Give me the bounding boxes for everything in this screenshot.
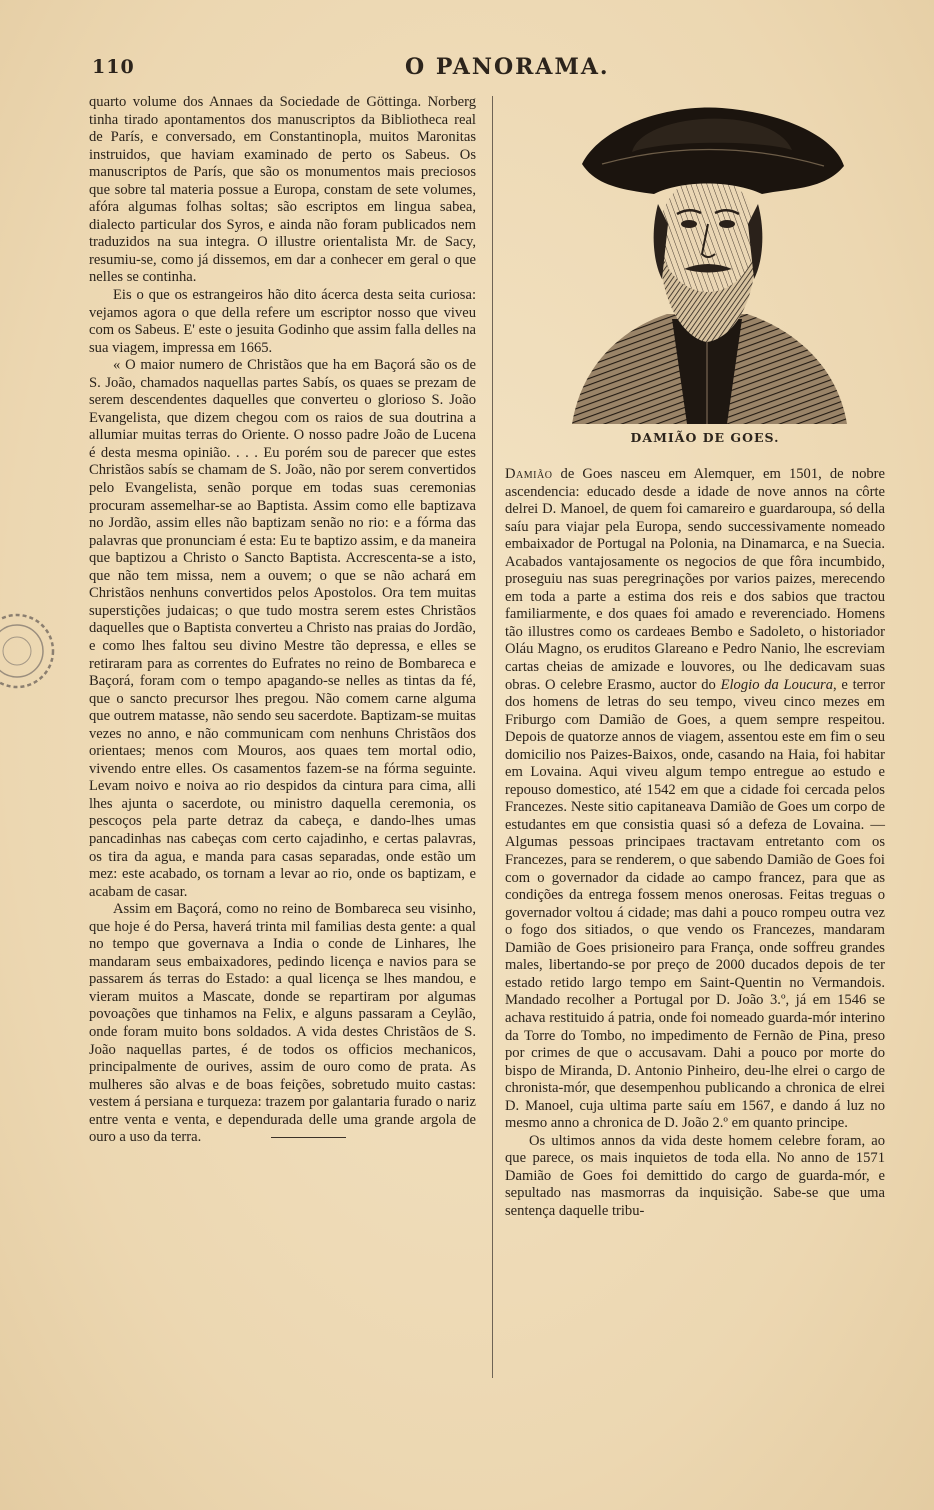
book-title: Elogio da Loucura [720, 676, 833, 693]
paragraph: quarto volume dos Annaes da Sociedade de Göttinga. Norberg tinha tirado apontamentos dos manuscriptos da Bibliotheca real de París, e conversado, em Constantinopla, muitos Maronitas instruidos, que haviam examinado de perto os Sabeus. Os manuscriptos de París, que são os monumentos mais preciosos que sobre tal materia possue a Europa, constam de sete volumes, afóra algumas folhas soltas; são escriptos em lingua sabea, dialecto particular dos Syros, e ainda não foram publicados nem traduzidos na sua integra. O illustre orientalista Mr. de Sacy, resumiu-se, como já dissemos, em dar a conhecer em geral o que nelles se continha. [89, 94, 476, 286]
paragraph-text: Assim em Baçorá, como no reino de Bombareca seu visinho, que hoje é do Persa, haverá trinta mil familias desta gente: a qual no tempo que governava a India o conde de Linhares, lhe mandaram seus embaixadores, pedindo licença e navios para se passarem ás terras do Estado: a qual licença se lhes mandou, e vieram muitos a Mascate, donde se repartiram por algumas povoações que tinhamos na Felix, e alguns passaram a Ceylão, onde foram muito bons soldados. A vida destes Christãos de S. João naquellas partes, é de todos os officios mechanicos, principalmente de ourives, assim de ouro como de prata. As mulheres são alvas e de boas feições, sobretudo muito castas: vestem á persiana e turqueza: trazem por galantaria furado o nariz entre venta e venta, e dependurada delle uma grande argola de ouro a uso da terra. [89, 901, 476, 1146]
page-header [80, 54, 900, 84]
paragraph: Eis o que os estrangeiros hão dito ácerca desta seita curiosa: vejamos agora o que della refere um escriptor nosso que viveu com os Sabeus. E' este o jesuita Godinho que assim falla delles na sua viagem, impressa em 1665. [89, 287, 476, 356]
column-divider [492, 96, 493, 1378]
page-number: 110 [92, 56, 135, 78]
journal-title: O PANORAMA. [405, 54, 610, 80]
paragraph [89, 901, 476, 1147]
paragraph-text: de Goes nasceu em Alemquer, em 1501, de nobre ascendencia: educado desde a idade de nove annos na côrte delrei D. Manoel, de quem foi camareiro e guardaroupa, só della saíu para viajar pela Europa, sendo successivamente nomeado embaixador de Portugal na Polonia, na Dinamarca, e na Suecia. Acabados vantajosamente os negocios de que fôra incumbido, proseguiu nas suas peregrinações por varios paizes, merecendo em toda a parte a estima dos reis e dos sabios que tractou familiarmente, e dos quaes foi amado e reverenciado. Homens tão illustres como os cardeaes Bembo e Sadoleto, o historiador Oláu Magno, os eruditos Glareano e Pedro Nanio, lhe escreviam cartas cheias de amizade e louvores, ou lhe dedicavam suas obras. O celebre Erasmo, auctor do [505, 466, 885, 693]
library-stamp [0, 606, 62, 696]
lead-word: Damião [505, 466, 553, 482]
paragraph: Os ultimos annos da vida deste homem celebre foram, ao que parece, os mais inquietos de toda ella. No anno de 1571 Damião de Goes foi demittido do cargo de guarda-mór, e sepultado nas masmorras da inquisição. Sabe-se que uma sentença daquelle tribu- [505, 1132, 885, 1219]
portrait-engraving [562, 94, 852, 424]
figure-caption: DAMIÃO DE GOES. [630, 430, 780, 445]
paragraph [505, 466, 885, 1133]
paragraph-text: , e terror dos homens de letras do seu tempo, viveu cinco mezes em Friburgo com Damião de Goes, a quem sempre respeitou. Depois de quatorze annos de viagem, assentou este em fim o seu domicilio nos Paizes-Baixos, onde, casando na Haia, foi habitar em Lovaina. Aqui viveu algum tempo entregue ao estudo e repouso domestico, até 1542 em que a cidade foi cercada pelos Francezes. Neste sitio capitaneava Damião de Goes um corpo de estudantes em que consistia quasi só a defeza de Lovaina. — Algumas pessoas principaes tractavam entretanto com os Francezes, para se renderem, o que sabendo Damião de Goes foi com o governador da cidade ao campo francez, para que as condições da entrega fossem menos onerosas. Feitas treguas o governador voltou á cidade; mas dahi a pouco rompeu outra vez o fogo dos sitiados, o que vendo os Francezes, mandaram Damião de Goes prisioneiro para França, onde soffreu grandes males, libertando-se por preço de 2000 ducados depois de ter estado retido largo tempo em Saint-Quentin no Vermandois. Mandado recolher a Portugal por D. João 3.º, já em 1546 se achava restituido á patria, onde foi nomeado guarda-mór interino da Torre do Tombo, no impedimento de Fernão de Pina, preso por crimes de que o accusavam. Dahi a pouco por morte do bispo de Miranda, D. Antonio Pinheiro, deu-lhe elrei o cargo de chronista-mór, que desempenhou publicando a chronica de elrei D. Manoel, cuja ultima parte saíu em 1567, e dando á luz no mesmo anno a chronica de D. João 2.º em quanto principe. [505, 676, 885, 1132]
left-column [89, 94, 476, 1147]
section-end-rule [271, 1137, 346, 1138]
quote-paragraph: « O maior numero de Christãos que ha em Baçorá são os de S. João, chamados naquellas partes Sabís, os quaes se prezam de serem descendentes daquelles que converteu o glorioso S. João Evangelista, que dizem chegou com os raios de sua doutrina a allumiar muitas terras do Oriente. O nosso padre João de Lucena é desta mesma opinião. . . . Eu porém sou de parecer que estes Christãos sabís se chamam de S. João, não por serem convertidos pelo Evangelista, senão porque em todas suas ceremonias procuram assemelhar-se ao Baptista. Assim como elle baptizava no Jordão, assim elles não baptizam senão no rio: e a fórma das palavras que pronunciam é esta: Eu te baptizo assim, e da maneira que baptizou a Christo o Sancto Baptista. Accrescenta-se a isto, que não tem missa, nem a ouvem; o que se não achará em Christãos nenhuns convertidos pelos Apostolos. Ora tem muitas superstições judaicas; o que tudo mostra serem estes Christãos daquelles que o Baptista converteu a Christo nas praias do Jordão, e como lhes faltou seu divino Mestre tão depressa, e elles se retiraram para as correntes do Eufrates no reino de Bombareca e Baçorá, foram com o tempo apagando-se nelles as tintas da fé, que o sancto precursor lhes pregou. Não comem carne alguma que outrem matasse, não sendo seu sacerdote. Baptizam-se muitas vezes no anno, e não communicam com nenhuns Christãos dos orientaes; menos com Mouros, aos quaes tem mortal odio, vivendo entre elles. Os casamentos fazem-se na fórma seguinte. Levam noivo e noiva ao rio despidos da cintura para cima, alli lhes ajunta o sacerdote, ou ministro daquella ceremonia, os pescoços pela parte detraz da cabeça, e dando-lhes umas pancadinhas nas cabeças com certo cajadinho, e certas palavras, os tira da agua, e manda para casas separadas, onde estão um mez: este acabado, os tornam a levar ao rio, onde os baptizam, e acabam de casar. [89, 357, 476, 900]
right-column [505, 466, 885, 1221]
